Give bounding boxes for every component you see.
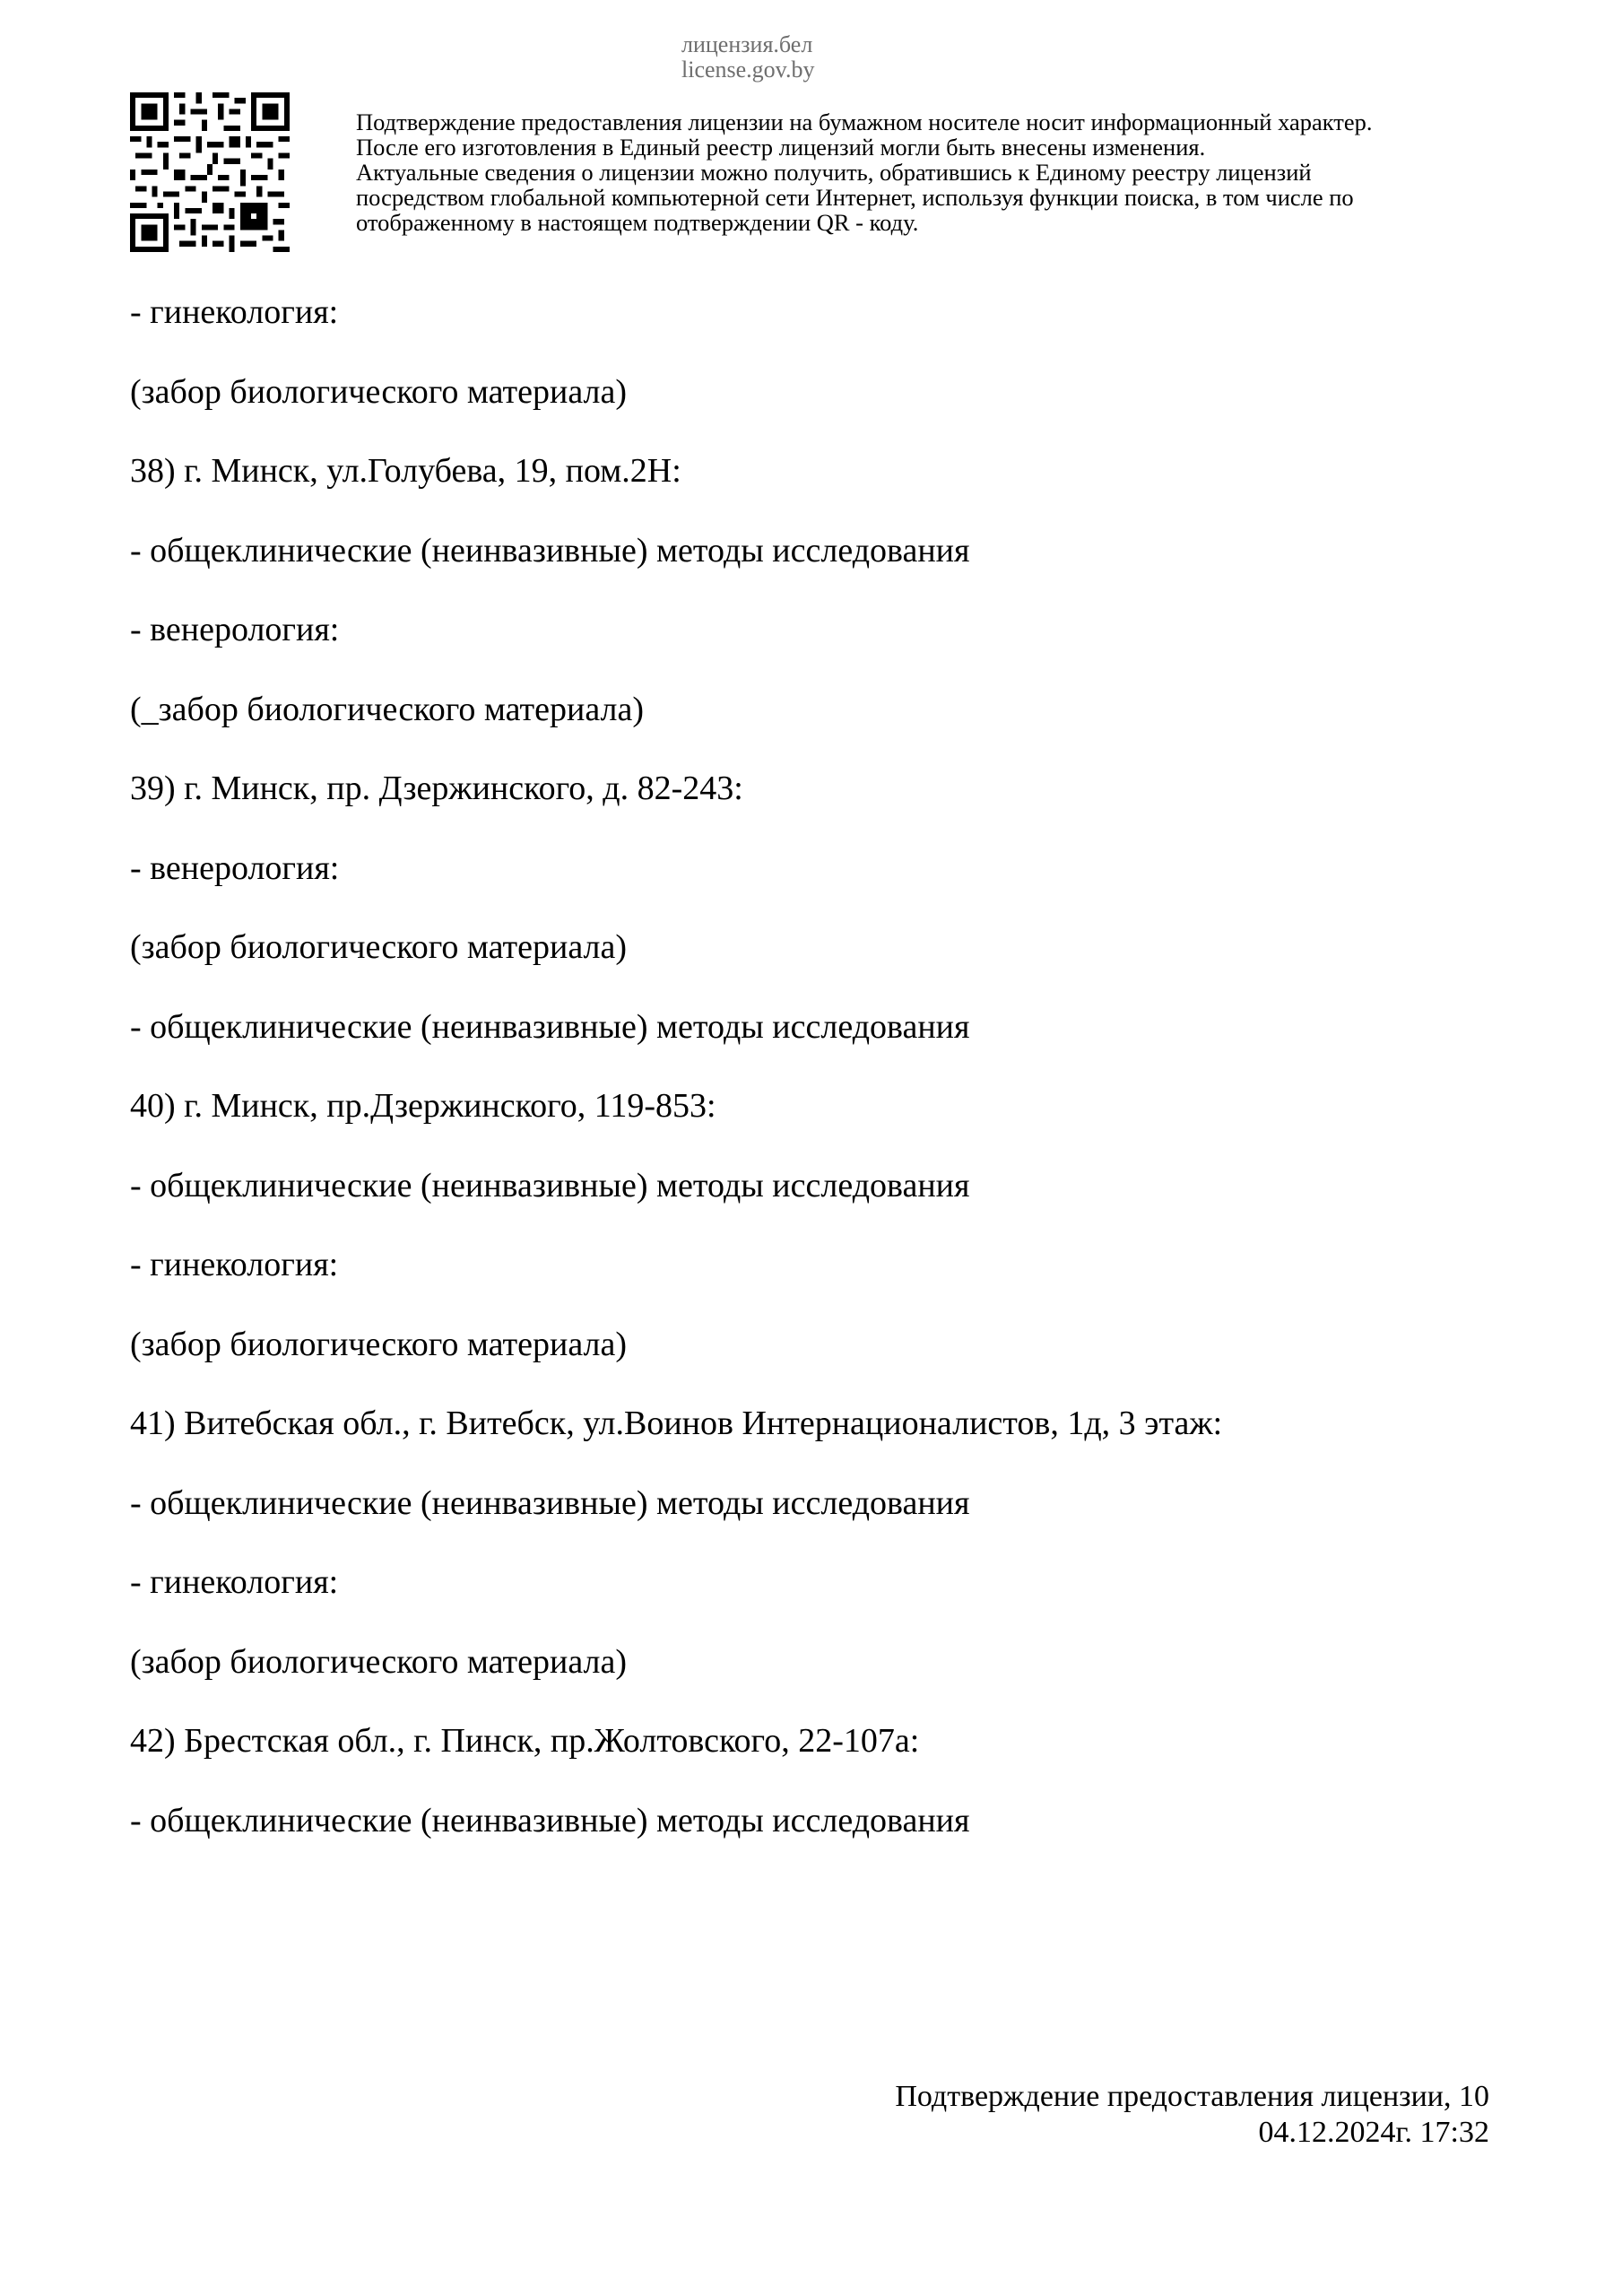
list-item: (забор биологического материала): [130, 1325, 628, 1363]
disclaimer-line: посредством глобальной компьютерной сети Интернет, используя функции поиска, в том числе по: [356, 184, 1354, 211]
license-activity-list: [130, 289, 1529, 1876]
address-item: 42) Брестская обл., г. Пинск, пр.Жолтовского, 22-107а:: [130, 1722, 920, 1760]
list-item: (забор биологического материала): [130, 1642, 628, 1681]
disclaimer-notice: [356, 109, 1548, 235]
list-item: - общеклинические (неинвазивные) методы исследования: [130, 1007, 970, 1046]
list-item: - общеклинические (неинвазивные) методы исследования: [130, 1801, 970, 1839]
disclaimer-line: отображенному в настоящем подтверждении QR - коду.: [356, 209, 919, 236]
list-item: - общеклинические (неинвазивные) методы исследования: [130, 1483, 970, 1522]
list-item: - венерология:: [130, 611, 340, 648]
list-item: (_забор биологического материала): [130, 690, 645, 728]
address-item: 40) г. Минск, пр.Дзержинского, 119-853:: [130, 1087, 716, 1125]
disclaimer-line: Актуальные сведения о лицензии можно получить, обратившись к Единому реестру лицензий: [356, 159, 1312, 186]
list-item: (забор биологического материала): [130, 372, 628, 411]
list-item: - общеклинические (неинвазивные) методы исследования: [130, 531, 970, 570]
list-item: - гинекология:: [130, 1563, 339, 1601]
disclaimer-line: После его изготовления в Единый реестр лицензий могли быть внесены изменения.: [356, 134, 1206, 161]
disclaimer-line: Подтверждение предоставления лицензии на бумажном носителе носит информационный характер.: [356, 109, 1373, 135]
address-item: 39) г. Минск, пр. Дзержинского, д. 82-243:: [130, 770, 743, 807]
qr-code-icon: [130, 92, 290, 252]
footer-page-label: Подтверждение предоставления лицензии, 10: [895, 2080, 1489, 2113]
list-item: - гинекология:: [130, 293, 339, 331]
list-item: - венерология:: [130, 848, 340, 887]
list-item: - гинекология:: [130, 1246, 339, 1283]
address-item: 41) Витебская обл., г. Витебск, ул.Воинов Интернационалистов, 1д, 3 этаж:: [130, 1405, 1223, 1442]
site-name-cyrillic: лицензия.бел: [681, 31, 813, 57]
list-item: (забор биологического материала): [130, 928, 628, 966]
license-site-label: [681, 32, 843, 83]
list-item: - общеклинические (неинвазивные) методы исследования: [130, 1166, 970, 1205]
address-item: 38) г. Минск, ул.Голубева, 19, пом.2Н:: [130, 452, 681, 490]
footer-timestamp: 04.12.2024г. 17:32: [1258, 2116, 1489, 2149]
page-footer: [895, 2079, 1489, 2151]
site-name-latin: license.gov.by: [681, 57, 815, 83]
